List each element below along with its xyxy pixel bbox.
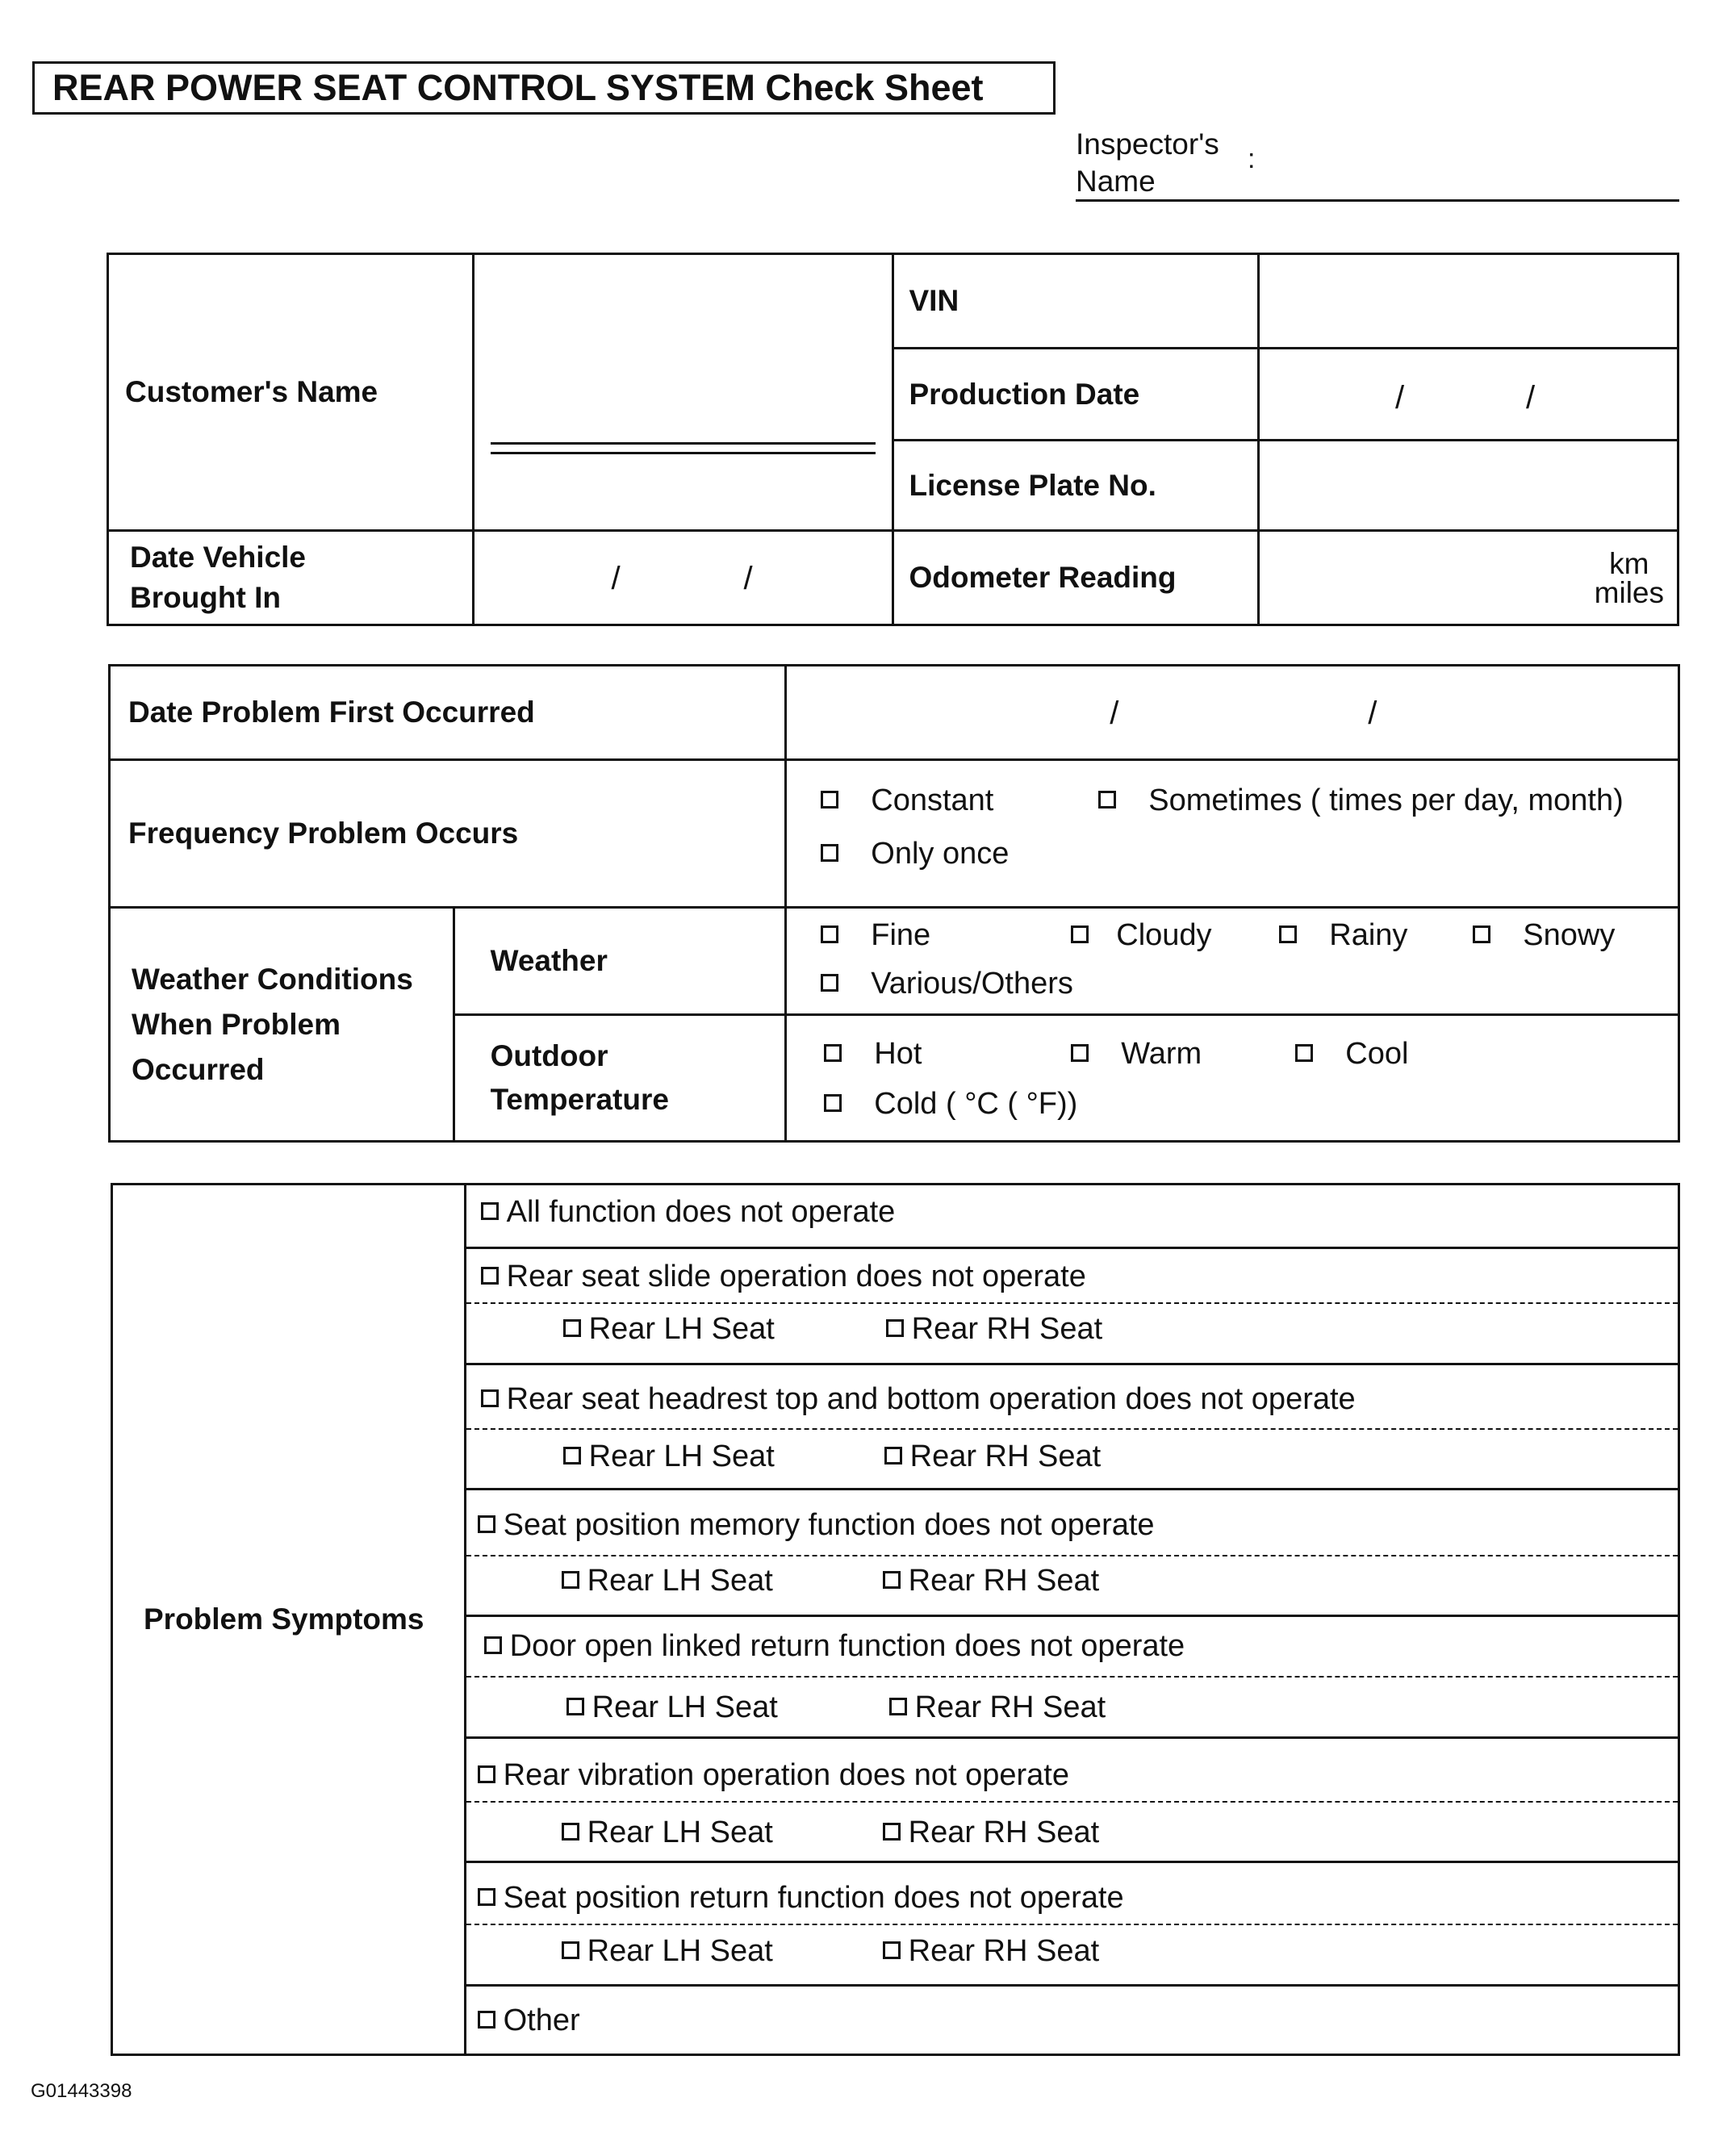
checkbox-icon[interactable] — [1473, 925, 1490, 943]
temperature-label-line2: Temperature — [490, 1083, 669, 1116]
customer-name-field[interactable] — [473, 254, 893, 531]
temperature-label-line1: Outdoor — [490, 1039, 608, 1072]
weather-snowy-option[interactable] — [1473, 918, 1615, 953]
symptom-label: All function does not operate — [506, 1195, 896, 1229]
date-slash: / — [1110, 696, 1119, 731]
figure-code: G01443398 — [31, 2080, 132, 2102]
frequency-constant-option[interactable] — [821, 783, 993, 818]
checkbox-icon[interactable] — [1098, 791, 1116, 808]
headrest-rh-seat-option[interactable] — [884, 1439, 1102, 1474]
dashed-separator — [466, 1924, 1678, 1925]
symptom-return[interactable] — [478, 1881, 1124, 1916]
weather-cloudy-option[interactable] — [1071, 918, 1211, 953]
row-separator — [466, 1247, 1678, 1249]
production-date-label: Production Date — [893, 349, 1259, 441]
weather-various-option[interactable] — [821, 967, 1073, 1001]
return-lh-seat-option[interactable] — [562, 1934, 773, 1969]
option-label: Snowy — [1523, 918, 1616, 952]
row-separator — [466, 1488, 1678, 1490]
option-label: Rainy — [1329, 918, 1408, 952]
headrest-lh-seat-option[interactable] — [563, 1439, 775, 1474]
door-open-lh-seat-option[interactable] — [566, 1690, 778, 1725]
checkbox-icon[interactable] — [478, 2011, 495, 2029]
temperature-hot-option[interactable] — [824, 1037, 922, 1072]
weather-rainy-option[interactable] — [1279, 918, 1407, 953]
seat-label: Rear RH Seat — [908, 1815, 1100, 1849]
temperature-warm-option[interactable] — [1071, 1037, 1202, 1072]
seat-label: Rear LH Seat — [587, 1564, 773, 1598]
option-label: Various/Others — [871, 967, 1073, 1001]
checkbox-icon[interactable] — [884, 1447, 902, 1464]
slide-rh-seat-option[interactable] — [886, 1312, 1103, 1347]
checkbox-icon[interactable] — [889, 1698, 907, 1715]
option-label: Hot — [874, 1037, 922, 1071]
date-brought-in-line1: Date Vehicle — [130, 541, 307, 574]
problem-symptoms-list — [465, 1185, 1678, 2055]
weather-conditions-line1: Weather Conditions — [132, 962, 413, 996]
checkbox-icon[interactable] — [562, 1823, 579, 1841]
seat-label: Rear LH Seat — [588, 1312, 775, 1346]
checkbox-icon[interactable] — [821, 791, 838, 808]
odometer-units — [1595, 549, 1664, 608]
inspector-label-line2: Name — [1076, 165, 1156, 198]
date-slash: / — [743, 561, 753, 596]
return-rh-seat-option[interactable] — [883, 1934, 1100, 1969]
frequency-options — [786, 760, 1679, 908]
temperature-cool-option[interactable] — [1295, 1037, 1408, 1072]
vibration-lh-seat-option[interactable] — [562, 1815, 773, 1850]
symptom-label: Door open linked return function does not operate — [509, 1629, 1185, 1663]
checkbox-icon[interactable] — [824, 1094, 842, 1112]
checkbox-icon[interactable] — [562, 1571, 579, 1589]
row-separator — [466, 1615, 1678, 1617]
weather-options — [786, 908, 1679, 1015]
symptom-label: Seat position memory function does not operate — [503, 1508, 1155, 1542]
weather-conditions-label — [110, 908, 454, 1142]
seat-label: Rear RH Seat — [908, 1934, 1100, 1968]
dashed-separator — [466, 1302, 1678, 1304]
weather-conditions-line2: When Problem — [132, 1007, 341, 1041]
problem-symptoms-table — [111, 1183, 1680, 2056]
dashed-separator — [466, 1801, 1678, 1803]
symptom-label: Other — [503, 2003, 580, 2037]
checkbox-icon[interactable] — [824, 1044, 842, 1062]
inspector-name-field[interactable] — [1076, 199, 1679, 202]
inspector-colon: : — [1248, 144, 1256, 174]
row-separator — [466, 1984, 1678, 1987]
date-slash: / — [1368, 696, 1377, 731]
date-slash: / — [1526, 380, 1536, 416]
unit-km: km — [1609, 547, 1649, 580]
page-title: REAR POWER SEAT CONTROL SYSTEM Check Sheet — [32, 61, 1056, 115]
date-slash: / — [611, 561, 621, 596]
temperature-options — [786, 1015, 1679, 1142]
license-plate-field[interactable] — [1259, 441, 1678, 531]
checkbox-icon[interactable] — [481, 1202, 499, 1220]
row-separator — [466, 1736, 1678, 1739]
seat-label: Rear LH Seat — [587, 1934, 773, 1968]
symptom-label: Seat position return function does not operate — [503, 1881, 1124, 1915]
dashed-separator — [466, 1676, 1678, 1678]
problem-conditions-table — [108, 664, 1680, 1143]
odometer-field[interactable] — [1259, 531, 1678, 625]
checkbox-icon[interactable] — [563, 1319, 581, 1337]
seat-label: Rear LH Seat — [588, 1439, 775, 1473]
symptom-door-open[interactable] — [484, 1629, 1185, 1664]
checkbox-icon[interactable] — [481, 1267, 499, 1285]
symptom-all-function[interactable] — [481, 1195, 896, 1230]
checkbox-icon[interactable] — [1071, 925, 1089, 943]
temperature-cold-option[interactable] — [824, 1087, 1077, 1122]
license-plate-label: License Plate No. — [893, 441, 1259, 531]
checkbox-icon[interactable] — [566, 1698, 584, 1715]
checkbox-icon[interactable] — [821, 974, 838, 992]
checkbox-icon[interactable] — [883, 1823, 901, 1841]
symptom-label: Rear vibration operation does not operate — [503, 1758, 1069, 1792]
vin-field[interactable] — [1259, 254, 1678, 349]
seat-label: Rear RH Seat — [911, 1312, 1103, 1346]
seat-label: Rear LH Seat — [592, 1690, 778, 1724]
symptom-label: Rear seat headrest top and bottom operation does not operate — [506, 1382, 1356, 1416]
weather-conditions-line3: Occurred — [132, 1052, 265, 1086]
checkbox-icon[interactable] — [478, 1888, 495, 1906]
weather-label: Weather — [454, 908, 786, 1015]
vibration-rh-seat-option[interactable] — [883, 1815, 1100, 1850]
checkbox-icon[interactable] — [821, 844, 838, 862]
date-brought-in-line2: Brought In — [130, 581, 282, 614]
checkbox-icon[interactable] — [821, 925, 838, 943]
checkbox-icon[interactable] — [1295, 1044, 1313, 1062]
dashed-separator — [466, 1428, 1678, 1430]
option-label: Fine — [871, 918, 931, 952]
frequency-once-option[interactable] — [821, 837, 1009, 871]
option-label: Sometimes ( times per day, month) — [1148, 783, 1624, 817]
seat-label: Rear RH Seat — [908, 1564, 1100, 1598]
checkbox-icon[interactable] — [883, 1571, 901, 1589]
vin-label: VIN — [893, 254, 1259, 349]
memory-rh-seat-option[interactable] — [883, 1564, 1100, 1598]
row-separator — [466, 1861, 1678, 1863]
problem-symptoms-label: Problem Symptoms — [112, 1185, 466, 2055]
option-label: Only once — [871, 837, 1010, 871]
seat-label: Rear LH Seat — [587, 1815, 773, 1849]
symptom-memory[interactable] — [478, 1508, 1155, 1543]
date-brought-in-label — [108, 531, 474, 625]
symptom-slide[interactable] — [481, 1260, 1086, 1294]
symptom-other[interactable] — [478, 2003, 580, 2038]
odometer-label: Odometer Reading — [893, 531, 1259, 625]
checkbox-icon[interactable] — [478, 1765, 495, 1783]
date-first-occurred-field[interactable] — [786, 666, 1679, 760]
slide-lh-seat-option[interactable] — [563, 1312, 775, 1347]
frequency-label: Frequency Problem Occurs — [110, 760, 786, 908]
customer-name-double-line — [491, 442, 876, 454]
checkbox-icon[interactable] — [563, 1447, 581, 1464]
symptom-headrest[interactable] — [481, 1382, 1356, 1417]
customer-name-label: Customer's Name — [108, 254, 474, 531]
date-brought-in-field[interactable] — [473, 531, 893, 625]
inspector-name-label — [1076, 126, 1219, 200]
inspector-label-line1: Inspector's — [1076, 127, 1219, 161]
checkbox-icon[interactable] — [481, 1389, 499, 1407]
option-label: Constant — [871, 783, 994, 817]
date-first-occurred-label: Date Problem First Occurred — [110, 666, 786, 760]
checkbox-icon[interactable] — [562, 1941, 579, 1959]
symptom-label: Rear seat slide operation does not operate — [506, 1260, 1086, 1293]
checkbox-icon[interactable] — [484, 1636, 502, 1654]
checkbox-icon[interactable] — [883, 1941, 901, 1959]
checkbox-icon[interactable] — [1071, 1044, 1089, 1062]
frequency-sometimes-option[interactable] — [1098, 783, 1623, 818]
checkbox-icon[interactable] — [478, 1515, 495, 1533]
option-label: Cloudy — [1116, 918, 1212, 952]
checkbox-icon[interactable] — [886, 1319, 904, 1337]
option-label: Warm — [1121, 1037, 1202, 1071]
memory-lh-seat-option[interactable] — [562, 1564, 773, 1598]
seat-label: Rear RH Seat — [909, 1439, 1102, 1473]
door-open-rh-seat-option[interactable] — [889, 1690, 1106, 1725]
row-separator — [466, 1363, 1678, 1365]
symptom-vibration[interactable] — [478, 1758, 1069, 1793]
unit-miles: miles — [1594, 576, 1664, 609]
outdoor-temperature-label — [454, 1015, 786, 1142]
seat-label: Rear RH Seat — [914, 1690, 1106, 1724]
weather-fine-option[interactable] — [821, 918, 930, 953]
date-slash: / — [1395, 380, 1405, 416]
production-date-field[interactable] — [1259, 349, 1678, 441]
option-label: Cold ( °C ( °F)) — [874, 1087, 1078, 1121]
vehicle-info-table — [107, 253, 1679, 626]
dashed-separator — [466, 1555, 1678, 1556]
option-label: Cool — [1345, 1037, 1409, 1071]
checkbox-icon[interactable] — [1279, 925, 1297, 943]
